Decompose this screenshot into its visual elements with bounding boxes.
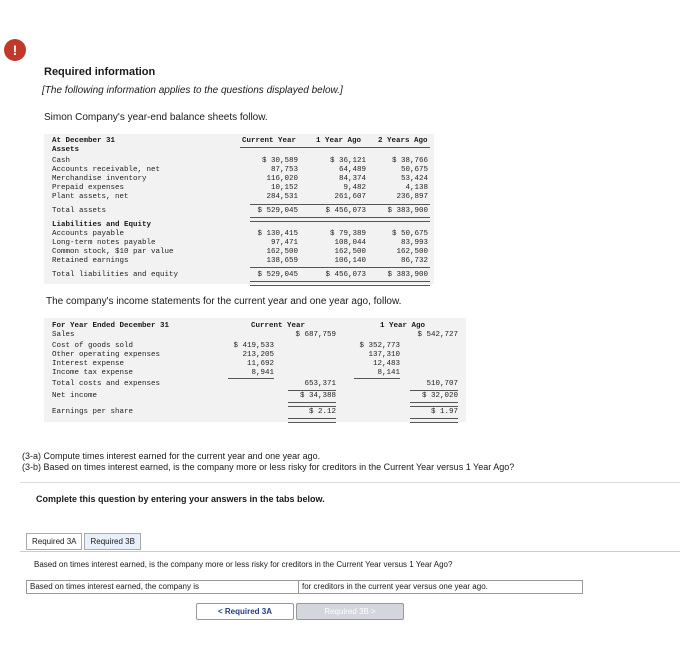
asset-row-c3: 236,897 xyxy=(396,193,428,201)
answer-label: Based on times interest earned, the company is xyxy=(26,580,299,594)
liab-row-c3: 86,732 xyxy=(400,257,428,265)
asset-row-label: Plant assets, net xyxy=(52,193,129,201)
asset-row-c3: 53,424 xyxy=(400,175,428,183)
total-costs-current: 653,371 xyxy=(304,380,336,388)
liab-row-label: Accounts payable xyxy=(52,230,125,238)
asset-row-c2: 64,489 xyxy=(338,166,366,174)
cost-row-prior: $ 352,773 xyxy=(359,342,400,350)
tab-required-3a[interactable]: Required 3A xyxy=(26,533,82,550)
liab-row-c2: 162,500 xyxy=(334,248,366,256)
total-liab-c1: $ 529,045 xyxy=(257,271,298,279)
bs-header-2yr: 2 Years Ago xyxy=(378,137,428,145)
asset-row-c1: 10,152 xyxy=(270,184,298,192)
liab-row-c1: $ 130,415 xyxy=(257,230,298,238)
sales-prior: $ 542,727 xyxy=(417,331,458,339)
heading: Required information xyxy=(44,66,156,78)
liab-row-c1: 138,659 xyxy=(266,257,298,265)
answer-suffix: for creditors in the current year versus one year ago. xyxy=(302,582,488,591)
cost-row-current: 11,692 xyxy=(246,360,274,368)
sales-current: $ 687,759 xyxy=(295,331,336,339)
question-3b: (3-b) Based on times interest earned, is the company more or less risky for creditors in the Current Year versus 1 Year Ago? xyxy=(22,462,515,472)
net-income-label: Net income xyxy=(52,392,98,400)
assets-label: Assets xyxy=(52,146,80,154)
cost-row-prior: 12,483 xyxy=(372,360,400,368)
tab-bar xyxy=(26,533,143,550)
asset-row-c1: 87,753 xyxy=(270,166,298,174)
asset-row-c3: 4,138 xyxy=(405,184,428,192)
cost-row-label: Cost of goods sold xyxy=(52,342,134,350)
liab-row-c1: 97,471 xyxy=(270,239,298,247)
income-statement xyxy=(44,318,466,422)
liab-row-c3: $ 50,675 xyxy=(391,230,428,238)
question-3a: (3-a) Compute times interest earned for the current year and one year ago. xyxy=(22,451,321,461)
liab-row-c3: 162,500 xyxy=(396,248,428,256)
net-income-current: $ 34,388 xyxy=(299,392,336,400)
asset-row-label: Merchandise inventory xyxy=(52,175,147,183)
asset-row-label: Accounts receivable, net xyxy=(52,166,161,174)
cost-row-current: 8,941 xyxy=(251,369,274,377)
liab-row-label: Long-term notes payable xyxy=(52,239,156,247)
total-liab-c2: $ 456,073 xyxy=(325,271,366,279)
alert-icon: ! xyxy=(4,39,26,61)
liab-row-label: Retained earnings xyxy=(52,257,129,265)
eps-current: $ 2.12 xyxy=(308,408,336,416)
total-assets-c2: $ 456,073 xyxy=(325,207,366,215)
is-header-label: For Year Ended December 31 xyxy=(52,322,170,330)
bs-header-current: Current Year xyxy=(242,137,297,145)
asset-row-c2: 84,374 xyxy=(338,175,366,183)
liab-row-c2: $ 79,389 xyxy=(329,230,366,238)
asset-row-c1: 116,020 xyxy=(266,175,298,183)
asset-row-c1: 284,531 xyxy=(266,193,298,201)
answer-dropdown[interactable] xyxy=(298,580,583,594)
cost-row-label: Income tax expense xyxy=(52,369,134,377)
tab-question: Based on times interest earned, is the company more or less risky for creditors in the Current Year versus 1 Year Ago? xyxy=(34,560,453,569)
cost-row-label: Other operating expenses xyxy=(52,351,161,359)
next-button[interactable]: Required 3B > xyxy=(296,603,404,620)
tab-required-3b[interactable]: Required 3B xyxy=(84,533,140,550)
liab-row-c2: 106,140 xyxy=(334,257,366,265)
is-header-prior: 1 Year Ago xyxy=(380,322,426,330)
asset-row-c3: 50,675 xyxy=(400,166,428,174)
sales-label: Sales xyxy=(52,331,75,339)
is-header-current: Current Year xyxy=(251,322,306,330)
eps-label: Earnings per share xyxy=(52,408,134,416)
cost-row-current: $ 419,533 xyxy=(233,342,274,350)
prev-button[interactable]: < Required 3A xyxy=(196,603,294,620)
asset-row-label: Prepaid expenses xyxy=(52,184,125,192)
cost-row-current: 213,205 xyxy=(242,351,274,359)
asset-row-c2: $ 36,121 xyxy=(329,157,366,165)
income-intro: The company's income statements for the current year and one year ago, follow. xyxy=(46,296,402,307)
liab-row-label: Common stock, $10 par value xyxy=(52,248,174,256)
bs-header-1yr: 1 Year Ago xyxy=(316,137,362,145)
total-assets-label: Total assets xyxy=(52,207,107,215)
info-note: [The following information applies to the questions displayed below.] xyxy=(42,85,343,96)
total-liab-label: Total liabilities and equity xyxy=(52,271,179,279)
asset-row-c1: $ 30,589 xyxy=(261,157,298,165)
liab-row-c3: 83,993 xyxy=(400,239,428,247)
balance-sheet xyxy=(44,134,434,284)
balance-intro: Simon Company's year-end balance sheets follow. xyxy=(44,112,268,123)
cost-row-prior: 8,141 xyxy=(377,369,400,377)
cost-row-label: Interest expense xyxy=(52,360,125,368)
liab-row-c2: 108,044 xyxy=(334,239,366,247)
total-costs-label: Total costs and expenses xyxy=(52,380,161,388)
total-assets-c1: $ 529,045 xyxy=(257,207,298,215)
bs-header-label: At December 31 xyxy=(52,137,116,145)
instructions: Complete this question by entering your answers in the tabs below. xyxy=(36,494,325,504)
total-liab-c3: $ 383,900 xyxy=(387,271,428,279)
total-assets-c3: $ 383,900 xyxy=(387,207,428,215)
liab-row-c1: 162,500 xyxy=(266,248,298,256)
asset-row-label: Cash xyxy=(52,157,71,165)
eps-prior: $ 1.97 xyxy=(430,408,458,416)
cost-row-prior: 137,310 xyxy=(368,351,400,359)
total-costs-prior: 510,707 xyxy=(426,380,458,388)
asset-row-c3: $ 38,766 xyxy=(391,157,428,165)
net-income-prior: $ 32,020 xyxy=(421,392,458,400)
liabilities-label: Liabilities and Equity xyxy=(52,221,152,229)
asset-row-c2: 9,482 xyxy=(343,184,366,192)
asset-row-c2: 261,607 xyxy=(334,193,366,201)
